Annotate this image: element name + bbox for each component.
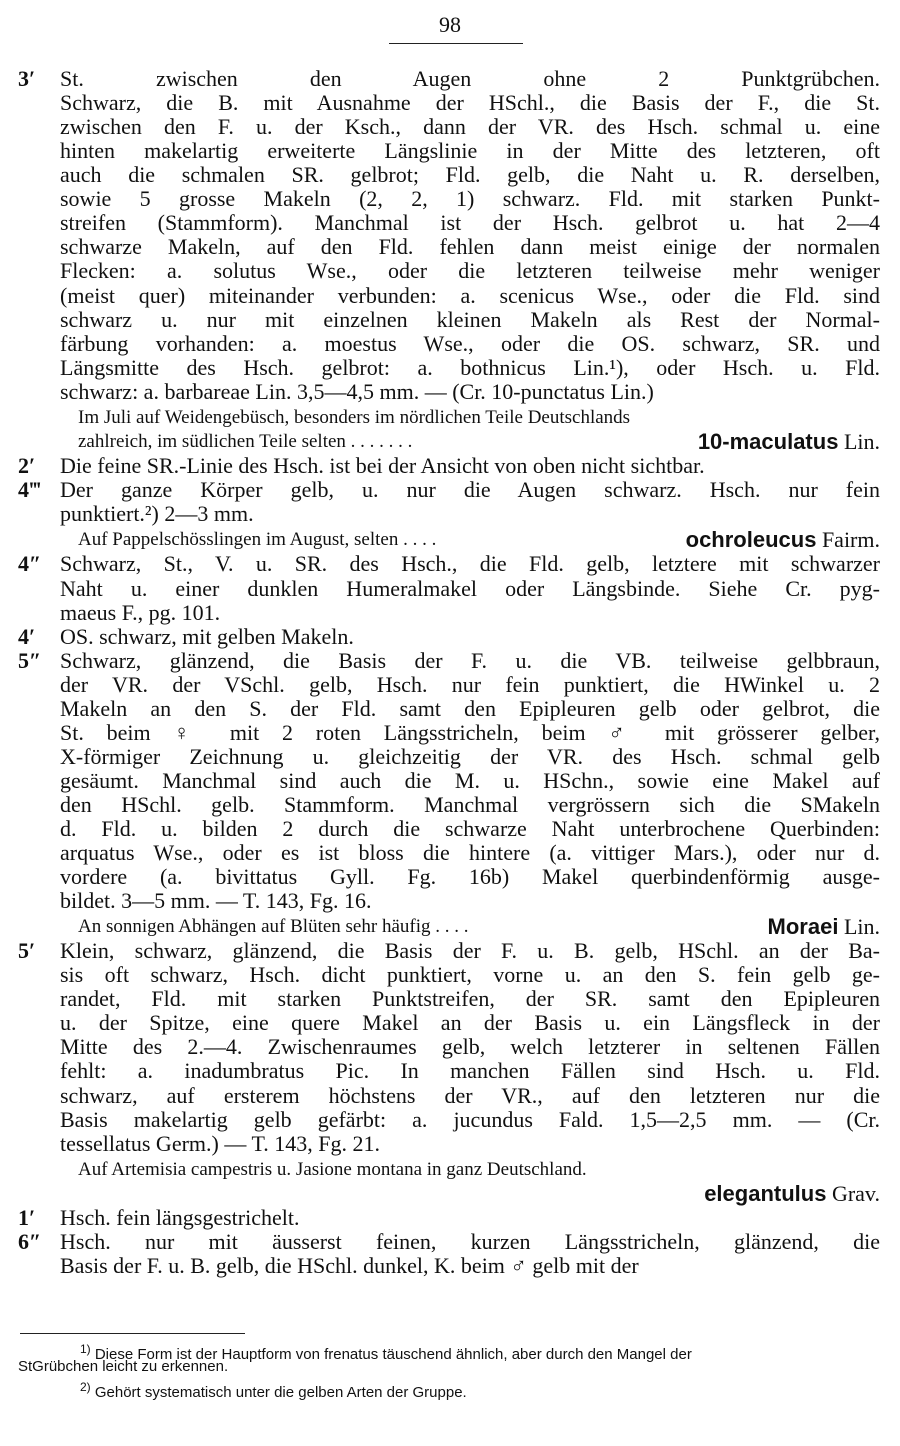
key-number: 4‴	[18, 477, 42, 502]
line-text: fehlt: a. inadumbratus Pic. In manchen Fällen sind Hsch. u. Fld.	[60, 1058, 880, 1083]
text-line	[0, 1181, 900, 1207]
text-line	[0, 914, 900, 940]
text-line	[0, 186, 900, 212]
line-text: d. Fld. u. bilden 2 durch die schwarze Naht unterbrochene Querbinden:	[60, 816, 880, 841]
text-line	[0, 379, 900, 405]
line-text: den HSchl. gelb. Stammform. Manchmal vergrössern sich die SMakeln	[60, 792, 880, 817]
habitat-note: Auf Artemisia campestris u. Jasione montana in ganz Deutschland.	[78, 1159, 587, 1180]
text-line	[0, 210, 900, 236]
text-line	[0, 792, 900, 818]
line-text: randet, Fld. mit starken Punktstreifen, der SR. samt den Epipleuren	[60, 986, 880, 1011]
text-line	[0, 258, 900, 284]
text-line	[0, 138, 900, 164]
text-line	[0, 429, 900, 455]
text-line	[0, 453, 900, 479]
text-line	[0, 527, 900, 553]
text-line	[0, 114, 900, 140]
line-text: zwischen den F. u. der Ksch., dann der VR. des Hsch. schmal u. eine	[60, 114, 880, 139]
line-text: Der ganze Körper gelb, u. nur die Augen schwarz. Hsch. nur fein	[60, 477, 880, 502]
text-line	[0, 1131, 900, 1157]
key-number: 5″	[18, 648, 42, 673]
text-line	[0, 962, 900, 988]
text-line	[0, 576, 900, 602]
text-line	[0, 1010, 900, 1036]
text-line	[0, 307, 900, 333]
line-text: der VR. der VSchl. gelb, Hsch. nur fein punktiert, die HWinkel u. 2	[60, 672, 880, 697]
habitat-note: An sonnigen Abhängen auf Blüten sehr häufig . . . .	[78, 916, 469, 937]
text-line	[0, 624, 900, 650]
species-name	[704, 1181, 880, 1207]
line-text: färbung vorhanden: a. moestus Wse., oder die OS. schwarz, SR. und	[60, 331, 880, 356]
footnote	[18, 1378, 888, 1402]
line-text: gesäumt. Manchmal sind auch die M. u. HSchn., sowie eine Makel auf	[60, 768, 880, 793]
species-author: Lin.	[838, 914, 880, 939]
line-text: vordere (a. bivittatus Gyll. Fg. 16b) Makel querbindenförmig ausge-	[60, 864, 880, 889]
habitat-note: Auf Pappelschösslingen im August, selten . . . .	[78, 529, 437, 550]
text-line	[0, 888, 900, 914]
text-line	[0, 283, 900, 309]
line-text: Flecken: a. solutus Wse., oder die letzteren teilweise mehr weniger	[60, 258, 880, 283]
key-number: 6″	[18, 1229, 42, 1254]
line-text: tessellatus Germ.) — T. 143, Fg. 21.	[60, 1131, 380, 1156]
key-number: 2′	[18, 453, 36, 478]
footnote-text: Gehört systematisch unter die gelben Arten der Gruppe.	[90, 1384, 467, 1401]
text-line	[0, 331, 900, 357]
species-name	[698, 429, 880, 455]
footnote-mark: 2)	[80, 1380, 91, 1394]
text-line	[0, 720, 900, 746]
text-line	[0, 600, 900, 626]
line-text: u. der Spitze, eine quere Makel an der Basis u. ein Längsfleck in der	[60, 1010, 880, 1035]
line-text: schwarz u. nur mit einzelnen kleinen Makeln als Rest der Normal-	[60, 307, 880, 332]
text-line	[0, 648, 900, 674]
text-line	[0, 1107, 900, 1133]
text-line	[0, 672, 900, 698]
line-text: auch die schmalen SR. gelbrot; Fld. gelb, die Naht u. R. derselben,	[60, 162, 880, 187]
key-number: 5′	[18, 938, 36, 963]
text-line	[0, 90, 900, 116]
line-text: hinten makelartig erweiterte Längslinie in der Mitte des letzteren, oft	[60, 138, 880, 163]
line-text: X-förmiger Zeichnung u. gleichzeitig der VR. des Hsch. schmal gelb	[60, 744, 880, 769]
text-line	[0, 744, 900, 770]
text-line	[0, 840, 900, 866]
line-text: Schwarz, St., V. u. SR. des Hsch., die Fld. gelb, letztere mit schwarzer	[60, 551, 880, 576]
footnote-text: StGrübchen leicht zu erkennen.	[18, 1358, 229, 1375]
species-name	[768, 914, 880, 940]
species-author: Fairm.	[816, 527, 880, 552]
line-text: Hsch. nur mit äusserst feinen, kurzen Längsstricheln, glänzend, die	[60, 1229, 880, 1254]
species-name	[686, 527, 880, 553]
line-text: sowie 5 grosse Makeln (2, 2, 1) schwarz. Fld. mit starken Punkt-	[60, 186, 880, 211]
text-line	[0, 477, 900, 503]
text-line	[0, 1058, 900, 1084]
text-line	[0, 1083, 900, 1109]
footnote-rule	[20, 1333, 245, 1334]
line-text: Die feine SR.-Linie des Hsch. ist bei der Ansicht von oben nicht sichtbar.	[60, 453, 705, 478]
line-text: schwarz, auf ersterem höchstens der VR., auf den letzteren nur die	[60, 1083, 880, 1108]
line-text: schwarz: a. barbareae Lin. 3,5—4,5 mm. — (Cr. 10-punctatus Lin.)	[60, 379, 654, 404]
line-text: sis oft schwarz, Hsch. dicht punktiert, vorne u. an den S. fein gelb ge-	[60, 962, 880, 987]
text-line	[0, 162, 900, 188]
species-author: Grav.	[826, 1181, 880, 1206]
text-line	[0, 66, 900, 92]
line-text: Basis der F. u. B. gelb, die HSchl. dunkel, K. beim ♂ gelb mit der	[60, 1253, 639, 1278]
line-text: OS. schwarz, mit gelben Makeln.	[60, 624, 354, 649]
species-epithet: elegantulus	[704, 1181, 827, 1206]
text-line	[0, 405, 900, 431]
footnote	[18, 1358, 888, 1376]
text-line	[0, 816, 900, 842]
line-text: Schwarz, glänzend, die Basis der F. u. die VB. teilweise gelbbraun,	[60, 648, 880, 673]
line-text: arquatus Wse., oder es ist bloss die hintere (a. vittiger Mars.), oder nur d.	[60, 840, 880, 865]
line-text: St. zwischen den Augen ohne 2 Punktgrübchen.	[60, 66, 880, 91]
habitat-note: zahlreich, im südlichen Teile selten . . . . . . .	[78, 431, 413, 452]
line-text: streifen (Stammform). Manchmal ist der Hsch. gelbrot u. hat 2—4	[60, 210, 880, 235]
key-number: 4′	[18, 624, 36, 649]
line-text: punktiert.²) 2—3 mm.	[60, 501, 254, 526]
page-number: 98	[439, 12, 461, 37]
footnote-mark: 1)	[80, 1342, 91, 1356]
text-line	[0, 864, 900, 890]
text-line	[0, 1034, 900, 1060]
line-text: schwarze Makeln, auf den Fld. fehlen dann meist einige der normalen	[60, 234, 880, 259]
line-text: (meist quer) miteinander verbunden: a. scenicus Wse., oder die Fld. sind	[60, 283, 880, 308]
text-line	[0, 355, 900, 381]
line-text: Hsch. fein längsgestrichelt.	[60, 1205, 300, 1230]
line-text: bildet. 3—5 mm. — T. 143, Fg. 16.	[60, 888, 372, 913]
text-line	[0, 938, 900, 964]
text-line	[0, 551, 900, 577]
line-text: Naht u. einer dunklen Humeralmakel oder Längsbinde. Siehe Cr. pyg-	[60, 576, 880, 601]
line-text: Klein, schwarz, glänzend, die Basis der F. u. B. gelb, HSchl. an der Ba-	[60, 938, 880, 963]
footnote-text: Diese Form ist der Hauptform von frenatus täuschend ähnlich, aber durch den Mangel der	[90, 1346, 692, 1363]
key-number: 1′	[18, 1205, 36, 1230]
text-line	[0, 1229, 900, 1255]
text-line	[0, 986, 900, 1012]
text-line	[0, 1205, 900, 1231]
key-number: 4″	[18, 551, 42, 576]
line-text: Mitte des 2.—4. Zwischenraumes gelb, welch letzterer in seltenen Fällen	[60, 1034, 880, 1059]
key-number: 3′	[18, 66, 36, 91]
line-text: Schwarz, die B. mit Ausnahme der HSchl., die Basis der F., die St.	[60, 90, 880, 115]
line-text: St. beim ♀ mit 2 roten Längsstricheln, beim ♂ mit grösserer gelber,	[60, 720, 880, 745]
header-rule	[389, 43, 523, 44]
text-line	[0, 696, 900, 722]
text-line	[0, 1253, 900, 1279]
habitat-note: Im Juli auf Weidengebüsch, besonders im nördlichen Teile Deutschlands	[78, 407, 631, 428]
text-line	[0, 234, 900, 260]
text-line	[0, 768, 900, 794]
text-line	[0, 501, 900, 527]
species-epithet: Moraei	[767, 914, 839, 939]
species-epithet: 10-maculatus	[697, 429, 839, 454]
species-epithet: ochroleucus	[685, 527, 817, 552]
line-text: maeus F., pg. 101.	[60, 600, 221, 625]
species-author: Lin.	[838, 429, 880, 454]
line-text: Basis makelartig gelb gefärbt: a. jucundus Fald. 1,5—2,5 mm. — (Cr.	[60, 1107, 880, 1132]
line-text: Makeln an den S. der Fld. samt den Epipleuren gelb oder gelbrot, die	[60, 696, 880, 721]
text-line	[0, 1157, 900, 1183]
line-text: Längsmitte des Hsch. gelbrot: a. bothnicus Lin.¹), oder Hsch. u. Fld.	[60, 355, 880, 380]
